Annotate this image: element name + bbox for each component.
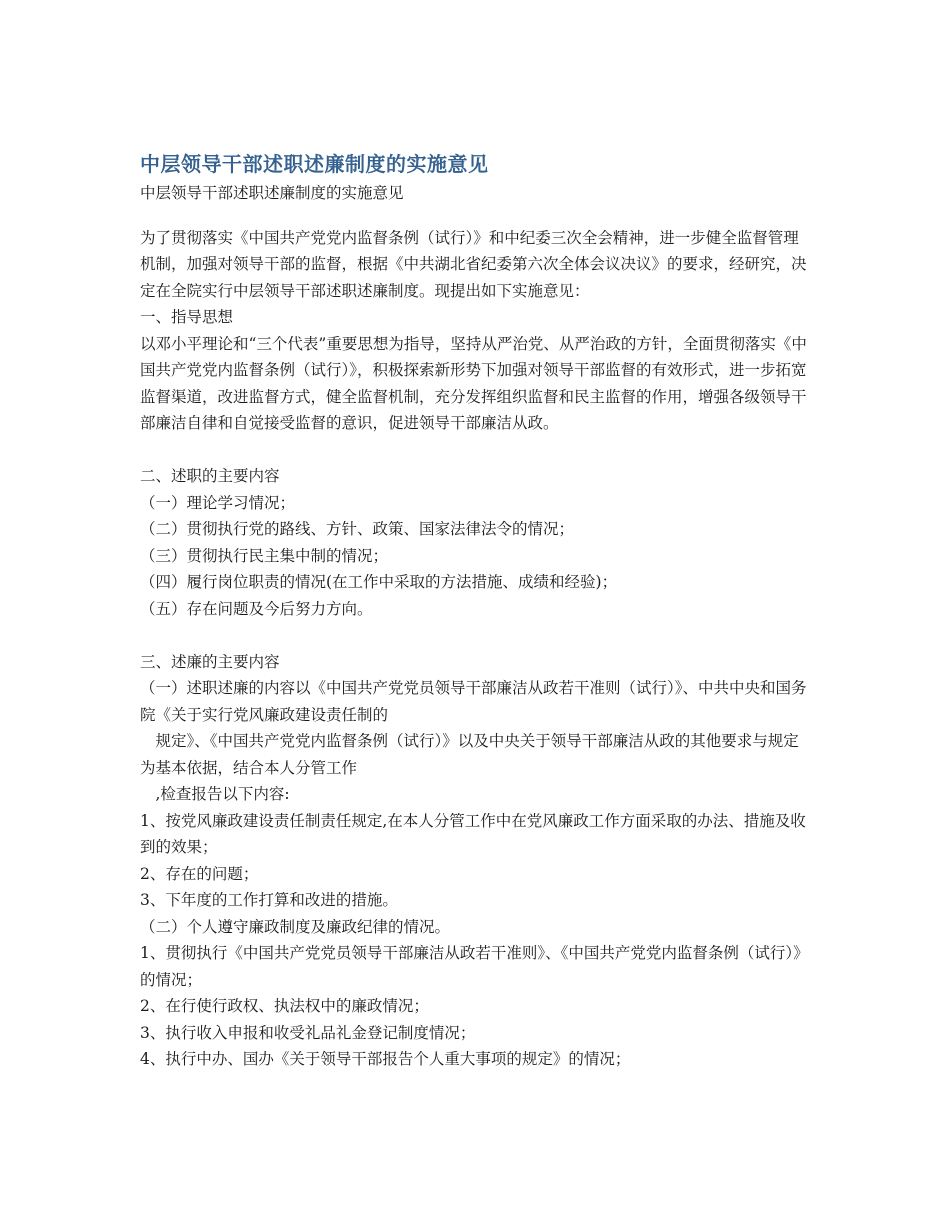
- spacer: [140, 437, 810, 464]
- section-3-part-2-heading: （二）个人遵守廉政制度及廉政纪律的情况。: [140, 917, 451, 936]
- section-3-part-1-item: 1、按党风廉政建设责任制责任规定,在本人分管工作中在党风廉政工作方面采取的办法、措施及收到的效果；: [140, 811, 806, 856]
- section-2-item: （一）理论学习情况；: [140, 493, 296, 512]
- document-page: [140, 150, 810, 1073]
- section-3-part-2-item: 3、执行收入申报和收受礼品礼金登记制度情况；: [140, 1023, 476, 1042]
- document-subtitle: 中层领导干部述职述廉制度的实施意见: [140, 184, 404, 202]
- section-2-item: （二）贯彻执行党的路线、方针、政策、国家法律法令的情况；: [140, 520, 575, 538]
- section-3-part-1-continued: ,检查报告以下内容:: [140, 785, 290, 803]
- section-1-heading: 一、指导思想: [140, 308, 234, 326]
- section-3-part-1-intro: （一）述职述廉的内容以《中国共产党党员领导干部廉洁从政若干准则（试行）》、中共中央和国务院《关于实行党风廉政建设责任制的: [140, 679, 807, 724]
- section-2-heading: 二、述职的主要内容: [140, 467, 280, 485]
- section-3-part-2-item: 4、执行中办、国办《关于领导干部报告个人重大事项的规定》的情况；: [140, 1050, 631, 1068]
- intro-paragraph: 为了贯彻落实《中国共产党党内监督条例（试行）》和中纪委三次全会精神，进一步健全监督管理机制，加强对领导干部的监督，根据《中共湖北省纪委第六次全体会议决议》的要求，经研究，决定在全院实行中层领导干部述职述廉制度。现提出如下实施意见：: [140, 228, 807, 300]
- section-2-item: （三）贯彻执行民主集中制的情况；: [140, 546, 389, 565]
- section-2-item: （四）履行岗位职责的情况(在工作中采取的方法措施、成绩和经验)；: [140, 573, 618, 591]
- section-3-part-1-continued: 规定》、《中国共产党党内监督条例（试行）》以及中央关于领导干部廉洁从政的其他要求与规定为基本依据，结合本人分管工作: [140, 732, 799, 777]
- section-3-part-2-item: 2、在行使行政权、执法权中的廉政情况；: [140, 997, 429, 1015]
- section-1-body: 以邓小平理论和“三个代表”重要思想为指导，坚持从严治党、从严治政的方针，全面贯彻落实《中国共产党党内监督条例（试行）》，积极探索新形势下加强对领导干部监督的有效形式，进一步拓宽监督渠道，改进监督方式，健全监督机制，充分发挥组织监督和民主监督的作用，增强各级领导干部廉洁自律和自觉接受监督的意识，促进领导干部廉洁从政。: [140, 334, 807, 432]
- section-3-part-1-item: 2、存在的问题；: [140, 864, 259, 883]
- section-2-item: （五）存在问题及今后努力方向。: [140, 599, 373, 618]
- section-3-heading: 三、述廉的主要内容: [140, 652, 280, 671]
- spacer: [140, 622, 810, 649]
- section-3-part-2-item: 1、贯彻执行《中国共产党党员领导干部廉洁从政若干准则》、《中国共产党党内监督条例（试行）》的情况；: [140, 944, 809, 989]
- document-title: 中层领导干部述职述廉制度的实施意见: [140, 152, 489, 176]
- document-body: [140, 225, 810, 1073]
- section-3-part-1-item: 3、下年度的工作打算和改进的措施。: [140, 891, 398, 909]
